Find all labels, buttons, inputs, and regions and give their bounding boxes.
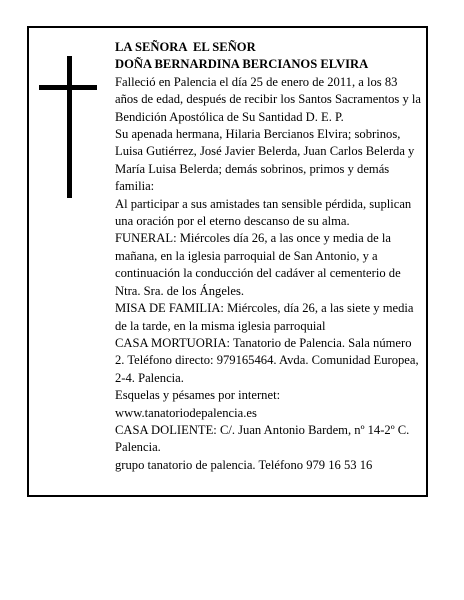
family-members: Su apenada hermana, Hilaria Bercianos Elvira; sobrinos, Luisa Gutiérrez, José Javier Belerda, Juan Carlos Belerda y María Luisa Belerda; demás sobrinos, primos y demás familia: [115,127,415,194]
cross-icon [39,56,97,198]
cross-horizontal-bar [39,85,97,90]
cross-vertical-bar [67,56,72,198]
notice-text [115,39,423,474]
obituary-notice [27,26,428,497]
online-condolences: Esquelas y pésames por internet: www.tanatoriodepalencia.es [115,388,281,420]
funeral-info: FUNERAL: Miércoles día 26, a las once y media de la mañana, en la iglesia parroquial de San Antonio, y a continuación la conducción del cadáver al cementerio de Ntra. Sra. de los Ángeles. [115,231,401,298]
funeral-home-info: CASA MORTUORIA: Tanatorio de Palencia. Sala número 2. Teléfono directo: 979165464. Avda. Comunidad Europea, 2-4. Palencia. [115,335,419,385]
family-mass-info: MISA DE FAMILIA: Miércoles, día 26, a las siete y media de la tarde, en la misma iglesia parroquial [115,301,414,333]
death-details: Falleció en Palencia el día 25 de enero de 2011, a los 83 años de edad, después de recibir los Santos Sacramentos y la Bendición Apostólica de Su Santidad D. E. P. [115,74,422,124]
notice-heading: LA SEÑORA EL SEÑOR [115,40,256,54]
prayer-request: Al participar a sus amistades tan sensible pérdida, suplican una oración por el eterno descanso de su alma. [115,196,412,229]
family-home-address: CASA DOLIENTE: C/. Juan Antonio Bardem, nº 14-2º C. Palencia. [115,422,410,455]
funeral-group-contact: grupo tanatorio de palencia. Teléfono 979 16 53 16 [115,457,373,472]
deceased-name: DOÑA BERNARDINA BERCIANOS ELVIRA [115,57,369,72]
